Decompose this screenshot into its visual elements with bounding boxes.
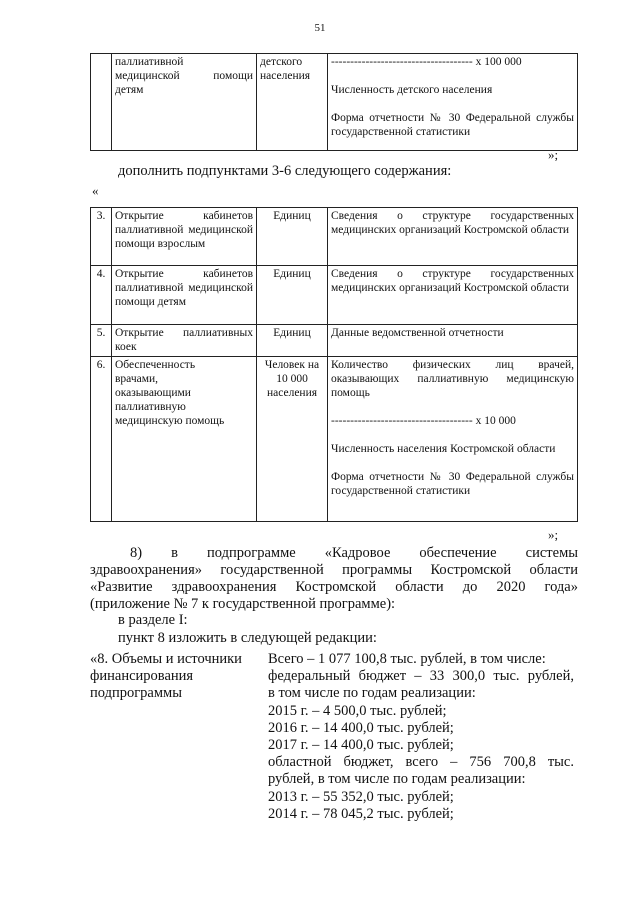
unit: Единиц [257,325,328,357]
indicator-name: Открытие кабинетов паллиативной медицинской помощи детям [112,266,257,325]
source-text: Форма отчетности № 30 Федеральной службы государственной статистики [331,112,574,138]
unit: Единиц [257,208,328,266]
data-source: Сведения о структуре государственных медицинских организаций Костромской области [328,266,578,325]
table-row [91,208,578,266]
formula-line: ------------------------------------- х 100 000 [331,56,522,68]
data-source: Данные ведомственной отчетности [328,325,578,357]
indicator-name: Открытие кабинетов паллиативной медицинской помощи взрослым [112,208,257,266]
opening-quote: « [92,183,99,198]
indicator-name: Обеспеченность врачами, оказывающими паллиативную медицинскую помощь [112,357,257,522]
financing-details: Всего – 1 077 100,8 тыс. рублей, в том числе: федеральный бюджет – 33 300,0 тыс. рублей, в том числе по годам реализации: 2015 г. – 4 500,0 тыс. рублей; 2016 г. – 14 400,0 тыс. рублей; 2017 г. – 14 400,0 тыс. рублей; областной бюджет, всего – 756 700,8 тыс. рублей, в том числе по годам реализации: 2013 г. – 55 352,0 тыс. рублей; 2014 г. – 78 045,2 тыс. рублей; [268,651,574,822]
financing-label: «8. Объемы и источники финансирования подпрограммы [90,651,242,701]
section-text: в разделе I: [118,612,188,628]
closing-quote: »; [548,527,559,542]
calculation-cell [328,357,578,522]
indicator-table-continuation [90,53,578,151]
unit: Единиц [257,266,328,325]
denominator-text: Численность детского населения [331,84,493,96]
item-8-paragraph: 8) в подпрограмме «Кадровое обеспечение системы здравоохранения» государственной программы Костромской области «Развитие здравоохранения Костромской области до 2020 года» (приложение № 7 к государственной программе): [90,545,578,612]
table-row [91,357,578,522]
closing-quote: »; [548,147,559,162]
table-row [91,266,578,325]
row-number: 6. [91,357,112,522]
row-number: 3. [91,208,112,266]
intro-text: дополнить подпунктами 3-6 следующего содержания: [118,163,452,179]
formula-line: ------------------------------------- х 10 000 [331,415,516,427]
indicator-table [90,207,578,522]
row-number: 5. [91,325,112,357]
table-row [91,325,578,357]
row-number: 4. [91,266,112,325]
unit: Человек на 10 000 населения [257,357,328,522]
indicator-name: Открытие паллиативных коек [112,325,257,357]
source-text: Форма отчетности № 30 Федеральной службы государственной статистики [331,471,574,497]
unit-cell: детского населения [257,54,328,151]
table-row [91,54,578,151]
denominator-text: Численность населения Костромской области [331,443,556,455]
point-text: пункт 8 изложить в следующей редакции: [118,630,377,646]
calculation-cell [328,54,578,151]
row-number-cell [91,54,112,151]
page-number: 51 [314,22,326,34]
numerator-text: Количество физических лиц врачей, оказывающих паллиативную медицинскую помощь [331,359,574,399]
indicator-name-cell: паллиативной медицинской помощи детям [112,54,257,151]
data-source: Сведения о структуре государственных медицинских организаций Костромской области [328,208,578,266]
